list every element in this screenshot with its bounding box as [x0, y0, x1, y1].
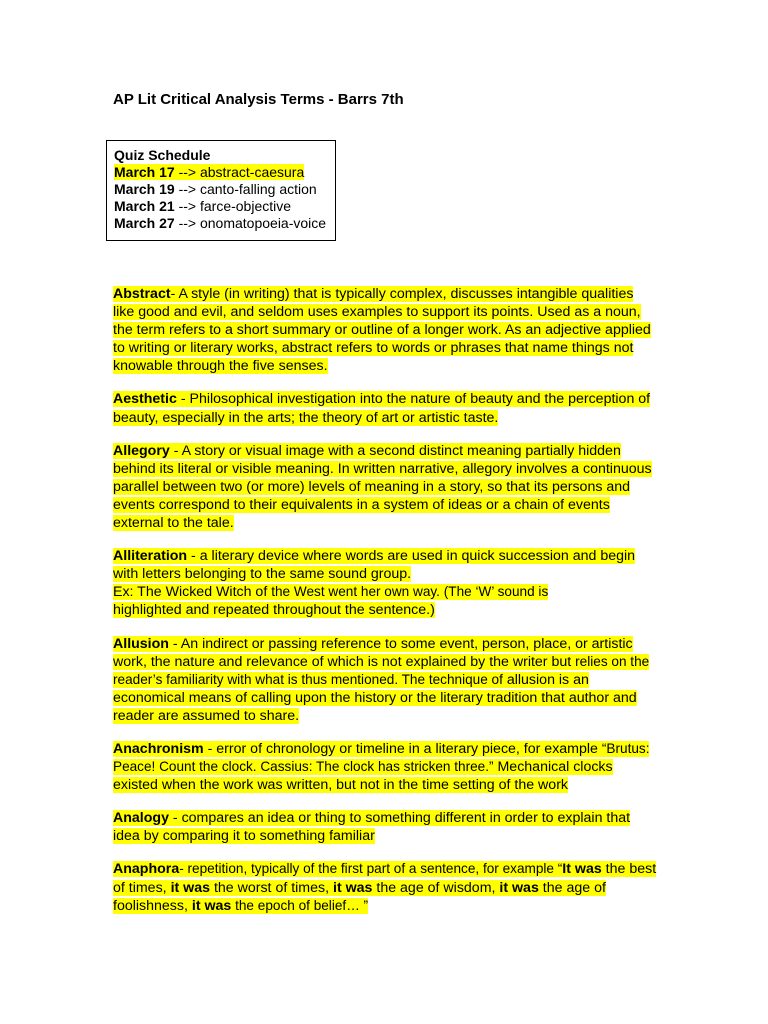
term-definition: the worst of times, — [210, 879, 333, 896]
quiz-schedule-title: Quiz Schedule — [114, 147, 211, 163]
quiz-date: March 27 — [114, 215, 175, 231]
term-quote: “Brutus: Peace! Count the clock. Cassius: The clock has stricken three.” — [113, 740, 650, 775]
quiz-date: March 21 — [114, 198, 175, 214]
quiz-date: March 19 — [114, 181, 175, 197]
term-name: Abstract — [113, 286, 171, 302]
term-definition: - A style (in writing) that is typically complex, discusses intangible qualities like good and evil, and seldom uses examples to support its points. Used as a noun, the term refers to a short summary or outline of a longer work. As an adjective applied to writing or literary works, abstract refers to words or phrases that name things not knowable through the five senses. — [113, 286, 651, 375]
term-example: highlighted and repeated throughout the sentence.) — [113, 602, 435, 619]
quiz-row — [114, 215, 335, 232]
quiz-row — [114, 181, 335, 198]
term-emphasis: It was — [562, 861, 602, 878]
term-definition: - a literary device where words are used in quick succession and begin with letters belonging to the same sound group. — [113, 548, 636, 583]
term-name: Anaphora — [113, 861, 180, 878]
term-definition: - An indirect or passing reference to some event, person, place, or artistic work, the nature and relevance of which is not explained by the writer but — [113, 635, 633, 670]
term-definition: the best of times, — [113, 861, 657, 896]
term-allegory — [113, 442, 658, 532]
term-name: Alliteration — [113, 548, 188, 565]
term-name: Aesthetic — [113, 391, 177, 408]
term-definition: - repetition, typically of the first part of a sentence, for example “ — [179, 861, 563, 877]
quiz-range: --> onomatopoeia-voice — [174, 215, 327, 231]
term-name: Analogy — [113, 810, 169, 827]
term-analogy — [113, 809, 658, 845]
quiz-range: --> abstract-caesura — [174, 164, 305, 180]
term-definition: the epoch of belief… ” — [231, 897, 369, 913]
term-emphasis: it was — [333, 879, 373, 896]
term-definition: the age of foolishness, — [113, 879, 606, 914]
term-definition: - error of chronology or timeline in a literary piece, for example — [203, 740, 602, 757]
term-definition: allusion is an economical means of calling upon the history or the literary tradition that author and reader are assumed to share. — [113, 671, 637, 724]
quiz-row — [114, 198, 335, 215]
term-definition: the age of wisdom, — [372, 879, 500, 896]
quiz-range: --> canto-falling action — [174, 181, 317, 197]
term-aesthetic — [113, 390, 658, 426]
term-emphasis: it was — [191, 897, 232, 914]
term-definition: Mechanical clocks existed when the work was written, but not in the time setting of the work — [113, 759, 613, 794]
term-abstract — [113, 285, 658, 375]
quiz-date: March 17 — [114, 164, 175, 180]
terms-list — [113, 285, 658, 930]
term-emphasis: it was — [170, 879, 210, 896]
term-anaphora — [113, 860, 658, 914]
term-name: Allegory — [113, 442, 170, 459]
page-title: AP Lit Critical Analysis Terms - Barrs 7th — [113, 91, 404, 108]
term-name: Anachronism — [113, 740, 204, 757]
term-example: the West went her own way. (The ‘W’ sound is — [271, 584, 549, 600]
term-definition: - Philosophical investigation into the nature of beauty and the perception of beauty, especially in the arts; the theory of art or artistic taste. — [113, 391, 651, 426]
term-definition: - compares an idea or thing to something different in order to explain that idea by comparing it to something familiar — [113, 810, 631, 845]
term-emphasis: it was — [499, 879, 539, 896]
term-anachronism — [113, 740, 658, 794]
quiz-row — [114, 164, 335, 181]
term-definition: relies on the reader’s familiarity with what is thus mentioned. The technique of — [113, 653, 650, 687]
term-example: Ex: The Wicked Witch of — [113, 584, 272, 601]
term-alliteration — [113, 547, 658, 619]
term-definition: - A story or visual image with a second distinct meaning partially hidden behind its literal or visible meaning. In written narrative, allegory involves a continuous parallel between two (or more) levels of meaning in a story, so that its persons and events correspond to their equivalents in a system of ideas or a chain of events external to the tale. — [113, 442, 652, 532]
quiz-schedule-box — [106, 140, 336, 241]
term-allusion — [113, 635, 658, 725]
term-name: Allusion — [113, 635, 169, 652]
quiz-range: --> farce-objective — [174, 198, 292, 214]
